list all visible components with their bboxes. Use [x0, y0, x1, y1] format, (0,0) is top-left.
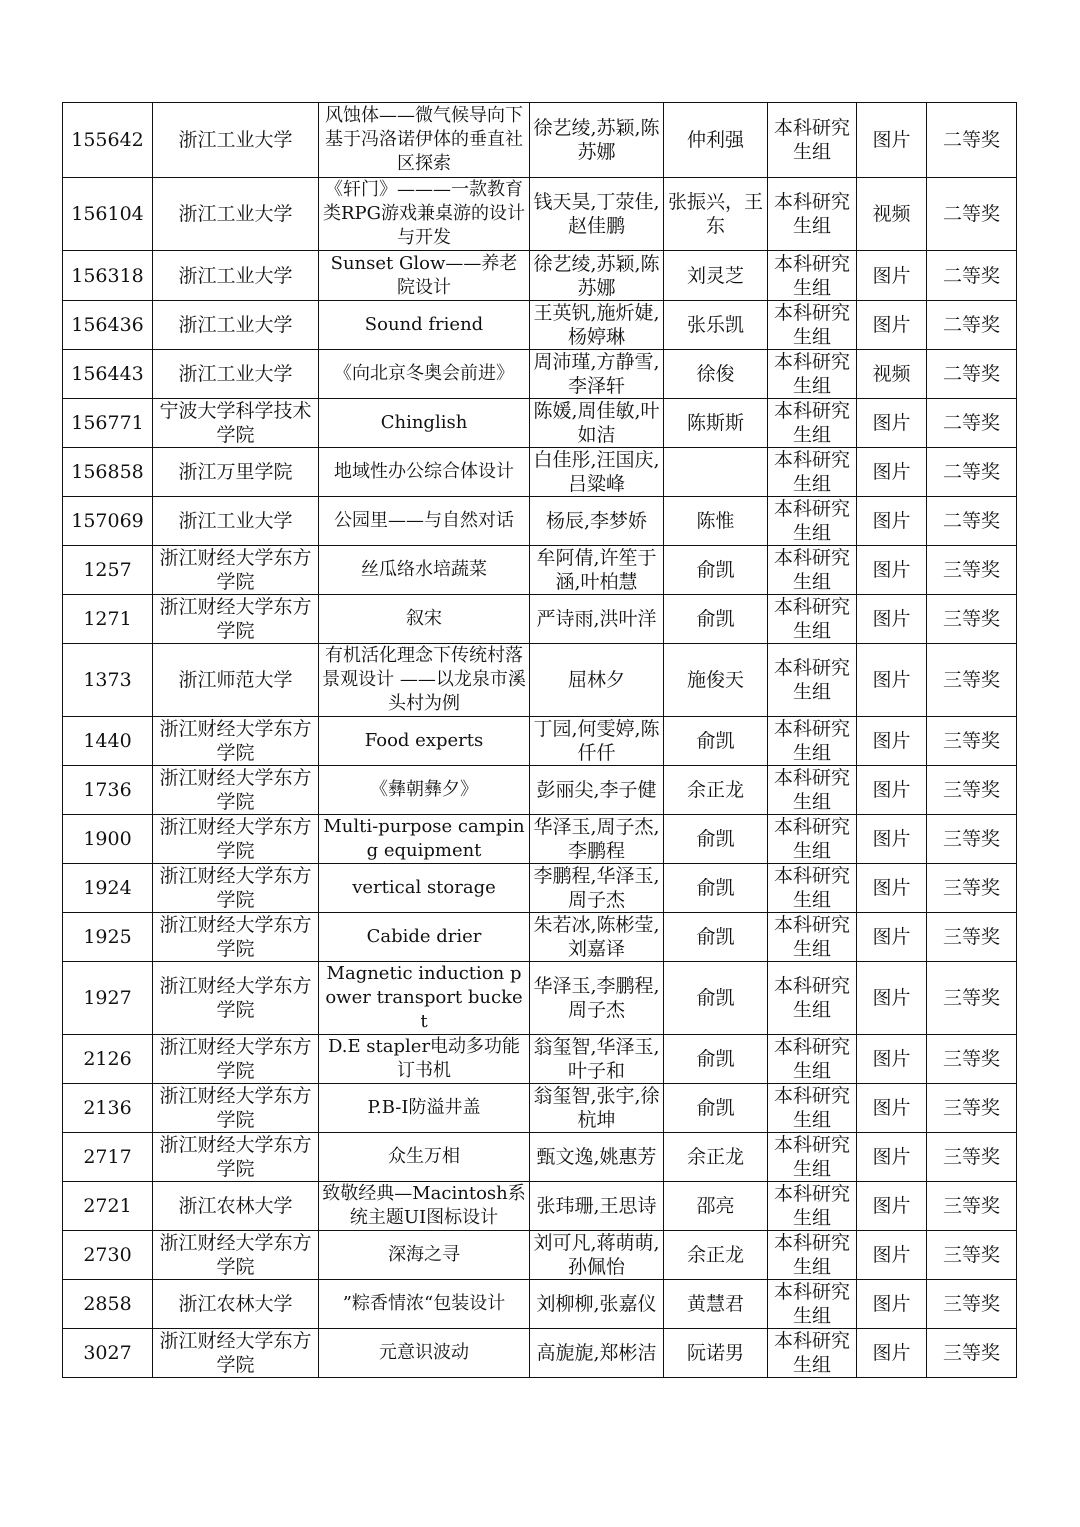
- entry-id-cell: 1373: [63, 644, 153, 717]
- work-type-cell: 图片: [857, 1133, 927, 1182]
- authors-cell: 彭丽尖,李子健: [530, 766, 664, 815]
- work-title-cell: vertical storage: [319, 864, 530, 913]
- group-cell: 本科研究生组: [768, 350, 857, 399]
- prize-cell: 二等奖: [927, 350, 1017, 399]
- work-type-cell: 图片: [857, 1084, 927, 1133]
- school-cell: 浙江财经大学东方学院: [153, 546, 319, 595]
- work-type-cell: 图片: [857, 251, 927, 301]
- authors-cell: 刘柳柳,张嘉仪: [530, 1280, 664, 1329]
- table-row: [63, 251, 1017, 301]
- table-row: [63, 595, 1017, 644]
- entry-id-cell: 3027: [63, 1329, 153, 1378]
- prize-cell: 三等奖: [927, 1280, 1017, 1329]
- work-title-cell: Food experts: [319, 717, 530, 766]
- prize-cell: 二等奖: [927, 399, 1017, 448]
- group-cell: 本科研究生组: [768, 103, 857, 178]
- advisor-cell: 阮诺男: [664, 1329, 768, 1378]
- prize-cell: 三等奖: [927, 1084, 1017, 1133]
- school-cell: 浙江工业大学: [153, 497, 319, 546]
- advisor-cell: 俞凯: [664, 1084, 768, 1133]
- table-row: [63, 913, 1017, 962]
- prize-cell: 二等奖: [927, 178, 1017, 251]
- work-type-cell: 图片: [857, 546, 927, 595]
- entry-id-cell: 156858: [63, 448, 153, 497]
- authors-cell: 甄文逸,姚惠芳: [530, 1133, 664, 1182]
- group-cell: 本科研究生组: [768, 913, 857, 962]
- prize-cell: 三等奖: [927, 1329, 1017, 1378]
- group-cell: 本科研究生组: [768, 864, 857, 913]
- work-title-cell: Sunset Glow——养老院设计: [319, 251, 530, 301]
- school-cell: 浙江财经大学东方学院: [153, 1231, 319, 1280]
- entry-id-cell: 1440: [63, 717, 153, 766]
- work-title-cell: 深海之寻: [319, 1231, 530, 1280]
- school-cell: 浙江财经大学东方学院: [153, 766, 319, 815]
- entry-id-cell: 1271: [63, 595, 153, 644]
- entry-id-cell: 156443: [63, 350, 153, 399]
- entry-id-cell: 1257: [63, 546, 153, 595]
- group-cell: 本科研究生组: [768, 1084, 857, 1133]
- school-cell: 浙江万里学院: [153, 448, 319, 497]
- advisor-cell: 俞凯: [664, 962, 768, 1035]
- prize-cell: 三等奖: [927, 595, 1017, 644]
- entry-id-cell: 156104: [63, 178, 153, 251]
- work-title-cell: 丝瓜络水培蔬菜: [319, 546, 530, 595]
- table-row: [63, 1133, 1017, 1182]
- work-type-cell: 视频: [857, 178, 927, 251]
- work-title-cell: 众生万相: [319, 1133, 530, 1182]
- table-row: [63, 350, 1017, 399]
- school-cell: 浙江工业大学: [153, 301, 319, 350]
- advisor-cell: 张振兴，王东: [664, 178, 768, 251]
- group-cell: 本科研究生组: [768, 595, 857, 644]
- group-cell: 本科研究生组: [768, 717, 857, 766]
- work-title-cell: 有机活化理念下传统村落景观设计 ——以龙泉市溪头村为例: [319, 644, 530, 717]
- work-type-cell: 图片: [857, 103, 927, 178]
- work-title-cell: 《彝朝彝夕》: [319, 766, 530, 815]
- table-row: [63, 448, 1017, 497]
- prize-cell: 二等奖: [927, 497, 1017, 546]
- group-cell: 本科研究生组: [768, 251, 857, 301]
- table-row: [63, 399, 1017, 448]
- entry-id-cell: 156318: [63, 251, 153, 301]
- school-cell: 浙江财经大学东方学院: [153, 815, 319, 864]
- advisor-cell: 俞凯: [664, 913, 768, 962]
- prize-cell: 三等奖: [927, 1035, 1017, 1084]
- advisor-cell: 余正龙: [664, 766, 768, 815]
- authors-cell: 钱天昊,丁荥佳,赵佳鹏: [530, 178, 664, 251]
- work-type-cell: 图片: [857, 717, 927, 766]
- authors-cell: 高旎旎,郑彬洁: [530, 1329, 664, 1378]
- work-title-cell: 元意识波动: [319, 1329, 530, 1378]
- prize-cell: 三等奖: [927, 1182, 1017, 1231]
- authors-cell: 朱若冰,陈彬莹,刘嘉译: [530, 913, 664, 962]
- work-title-cell: 致敬经典—Macintosh系统主题UI图标设计: [319, 1182, 530, 1231]
- table-row: [63, 1182, 1017, 1231]
- table-row: [63, 717, 1017, 766]
- advisor-cell: 黄慧君: [664, 1280, 768, 1329]
- group-cell: 本科研究生组: [768, 1280, 857, 1329]
- authors-cell: 杨辰,李梦娇: [530, 497, 664, 546]
- prize-cell: 三等奖: [927, 717, 1017, 766]
- entry-id-cell: 1736: [63, 766, 153, 815]
- table-row: [63, 1084, 1017, 1133]
- school-cell: 浙江工业大学: [153, 178, 319, 251]
- work-type-cell: 图片: [857, 301, 927, 350]
- awards-table-body: [63, 103, 1017, 1378]
- work-type-cell: 图片: [857, 815, 927, 864]
- table-row: [63, 103, 1017, 178]
- entry-id-cell: 1900: [63, 815, 153, 864]
- entry-id-cell: 1927: [63, 962, 153, 1035]
- advisor-cell: 俞凯: [664, 546, 768, 595]
- table-row: [63, 497, 1017, 546]
- prize-cell: 三等奖: [927, 644, 1017, 717]
- work-type-cell: 图片: [857, 766, 927, 815]
- table-row: [63, 766, 1017, 815]
- table-row: [63, 815, 1017, 864]
- advisor-cell: 陈惟: [664, 497, 768, 546]
- advisor-cell: 张乐凯: [664, 301, 768, 350]
- prize-cell: 二等奖: [927, 251, 1017, 301]
- entry-id-cell: 2721: [63, 1182, 153, 1231]
- table-row: [63, 1231, 1017, 1280]
- authors-cell: 李鹏程,华泽玉,周子杰: [530, 864, 664, 913]
- work-title-cell: P.B-I防溢井盖: [319, 1084, 530, 1133]
- authors-cell: 牟阿倩,许笙于涵,叶柏慧: [530, 546, 664, 595]
- advisor-cell: 余正龙: [664, 1133, 768, 1182]
- authors-cell: 周沛瑾,方静雪,李泽轩: [530, 350, 664, 399]
- work-type-cell: 图片: [857, 644, 927, 717]
- prize-cell: 二等奖: [927, 301, 1017, 350]
- work-title-cell: Multi-purpose camping equipment: [319, 815, 530, 864]
- entry-id-cell: 1925: [63, 913, 153, 962]
- entry-id-cell: 2730: [63, 1231, 153, 1280]
- advisor-cell: 俞凯: [664, 717, 768, 766]
- authors-cell: 王英钒,施炘婕,杨婷琳: [530, 301, 664, 350]
- work-title-cell: 地域性办公综合体设计: [319, 448, 530, 497]
- table-row: [63, 301, 1017, 350]
- school-cell: 浙江农林大学: [153, 1280, 319, 1329]
- school-cell: 浙江工业大学: [153, 251, 319, 301]
- advisor-cell: 俞凯: [664, 815, 768, 864]
- advisor-cell: [664, 448, 768, 497]
- table-row: [63, 178, 1017, 251]
- advisor-cell: 徐俊: [664, 350, 768, 399]
- advisor-cell: 邵亮: [664, 1182, 768, 1231]
- authors-cell: 刘可凡,蒋萌萌,孙佩怡: [530, 1231, 664, 1280]
- entry-id-cell: 2858: [63, 1280, 153, 1329]
- work-type-cell: 图片: [857, 1182, 927, 1231]
- group-cell: 本科研究生组: [768, 962, 857, 1035]
- work-type-cell: 图片: [857, 1231, 927, 1280]
- advisor-cell: 俞凯: [664, 864, 768, 913]
- work-title-cell: 叙宋: [319, 595, 530, 644]
- authors-cell: 华泽玉,李鹏程,周子杰: [530, 962, 664, 1035]
- work-type-cell: 图片: [857, 864, 927, 913]
- prize-cell: 三等奖: [927, 546, 1017, 595]
- entry-id-cell: 2136: [63, 1084, 153, 1133]
- entry-id-cell: 155642: [63, 103, 153, 178]
- school-cell: 浙江财经大学东方学院: [153, 1133, 319, 1182]
- group-cell: 本科研究生组: [768, 815, 857, 864]
- work-title-cell: 公园里——与自然对话: [319, 497, 530, 546]
- work-type-cell: 图片: [857, 448, 927, 497]
- entry-id-cell: 156436: [63, 301, 153, 350]
- school-cell: 浙江财经大学东方学院: [153, 595, 319, 644]
- work-type-cell: 视频: [857, 350, 927, 399]
- group-cell: 本科研究生组: [768, 1035, 857, 1084]
- work-title-cell: 《轩门》———一款教育类RPG游戏兼桌游的设计与开发: [319, 178, 530, 251]
- prize-cell: 三等奖: [927, 1231, 1017, 1280]
- advisor-cell: 施俊天: [664, 644, 768, 717]
- authors-cell: 翁玺智,张宇,徐杭坤: [530, 1084, 664, 1133]
- work-title-cell: Sound friend: [319, 301, 530, 350]
- entry-id-cell: 156771: [63, 399, 153, 448]
- advisor-cell: 俞凯: [664, 1035, 768, 1084]
- work-title-cell: ”粽香情浓“包装设计: [319, 1280, 530, 1329]
- work-type-cell: 图片: [857, 595, 927, 644]
- work-type-cell: 图片: [857, 1280, 927, 1329]
- advisor-cell: 陈斯斯: [664, 399, 768, 448]
- authors-cell: 丁园,何雯婷,陈仟仟: [530, 717, 664, 766]
- prize-cell: 三等奖: [927, 815, 1017, 864]
- group-cell: 本科研究生组: [768, 448, 857, 497]
- prize-cell: 三等奖: [927, 962, 1017, 1035]
- table-row: [63, 1280, 1017, 1329]
- table-row: [63, 1329, 1017, 1378]
- school-cell: 浙江财经大学东方学院: [153, 913, 319, 962]
- group-cell: 本科研究生组: [768, 178, 857, 251]
- work-type-cell: 图片: [857, 913, 927, 962]
- work-type-cell: 图片: [857, 1035, 927, 1084]
- table-row: [63, 962, 1017, 1035]
- work-title-cell: D.E stapler电动多功能订书机: [319, 1035, 530, 1084]
- table-row: [63, 1035, 1017, 1084]
- prize-cell: 三等奖: [927, 1133, 1017, 1182]
- school-cell: 宁波大学科学技术学院: [153, 399, 319, 448]
- school-cell: 浙江财经大学东方学院: [153, 1084, 319, 1133]
- group-cell: 本科研究生组: [768, 399, 857, 448]
- prize-cell: 三等奖: [927, 766, 1017, 815]
- work-type-cell: 图片: [857, 962, 927, 1035]
- authors-cell: 陈媛,周佳敏,叶如洁: [530, 399, 664, 448]
- work-type-cell: 图片: [857, 1329, 927, 1378]
- group-cell: 本科研究生组: [768, 497, 857, 546]
- group-cell: 本科研究生组: [768, 644, 857, 717]
- advisor-cell: 刘灵芝: [664, 251, 768, 301]
- work-title-cell: Cabide drier: [319, 913, 530, 962]
- entry-id-cell: 1924: [63, 864, 153, 913]
- school-cell: 浙江工业大学: [153, 350, 319, 399]
- work-type-cell: 图片: [857, 497, 927, 546]
- group-cell: 本科研究生组: [768, 546, 857, 595]
- school-cell: 浙江财经大学东方学院: [153, 717, 319, 766]
- awards-table: [62, 102, 1017, 1378]
- work-title-cell: 《向北京冬奥会前进》: [319, 350, 530, 399]
- school-cell: 浙江财经大学东方学院: [153, 1329, 319, 1378]
- work-title-cell: 风蚀体——微气候导向下基于冯洛诺伊体的垂直社区探索: [319, 103, 530, 178]
- school-cell: 浙江师范大学: [153, 644, 319, 717]
- advisor-cell: 仲利强: [664, 103, 768, 178]
- group-cell: 本科研究生组: [768, 1133, 857, 1182]
- prize-cell: 三等奖: [927, 913, 1017, 962]
- work-type-cell: 图片: [857, 399, 927, 448]
- authors-cell: 翁玺智,华泽玉,叶子和: [530, 1035, 664, 1084]
- entry-id-cell: 157069: [63, 497, 153, 546]
- prize-cell: 三等奖: [927, 864, 1017, 913]
- authors-cell: 徐艺绫,苏颖,陈苏娜: [530, 251, 664, 301]
- authors-cell: 白佳彤,汪国庆,吕粱峰: [530, 448, 664, 497]
- authors-cell: 屈林夕: [530, 644, 664, 717]
- authors-cell: 张玮珊,王思诗: [530, 1182, 664, 1231]
- prize-cell: 二等奖: [927, 448, 1017, 497]
- school-cell: 浙江财经大学东方学院: [153, 962, 319, 1035]
- entry-id-cell: 2717: [63, 1133, 153, 1182]
- school-cell: 浙江财经大学东方学院: [153, 1035, 319, 1084]
- advisor-cell: 俞凯: [664, 595, 768, 644]
- prize-cell: 二等奖: [927, 103, 1017, 178]
- authors-cell: 华泽玉,周子杰,李鹏程: [530, 815, 664, 864]
- table-row: [63, 644, 1017, 717]
- work-title-cell: Chinglish: [319, 399, 530, 448]
- school-cell: 浙江财经大学东方学院: [153, 864, 319, 913]
- school-cell: 浙江农林大学: [153, 1182, 319, 1231]
- group-cell: 本科研究生组: [768, 1231, 857, 1280]
- group-cell: 本科研究生组: [768, 766, 857, 815]
- advisor-cell: 余正龙: [664, 1231, 768, 1280]
- group-cell: 本科研究生组: [768, 1329, 857, 1378]
- group-cell: 本科研究生组: [768, 1182, 857, 1231]
- group-cell: 本科研究生组: [768, 301, 857, 350]
- authors-cell: 严诗雨,洪叶洋: [530, 595, 664, 644]
- table-row: [63, 546, 1017, 595]
- work-title-cell: Magnetic induction power transport bucket: [319, 962, 530, 1035]
- table-row: [63, 864, 1017, 913]
- entry-id-cell: 2126: [63, 1035, 153, 1084]
- school-cell: 浙江工业大学: [153, 103, 319, 178]
- authors-cell: 徐艺绫,苏颖,陈苏娜: [530, 103, 664, 178]
